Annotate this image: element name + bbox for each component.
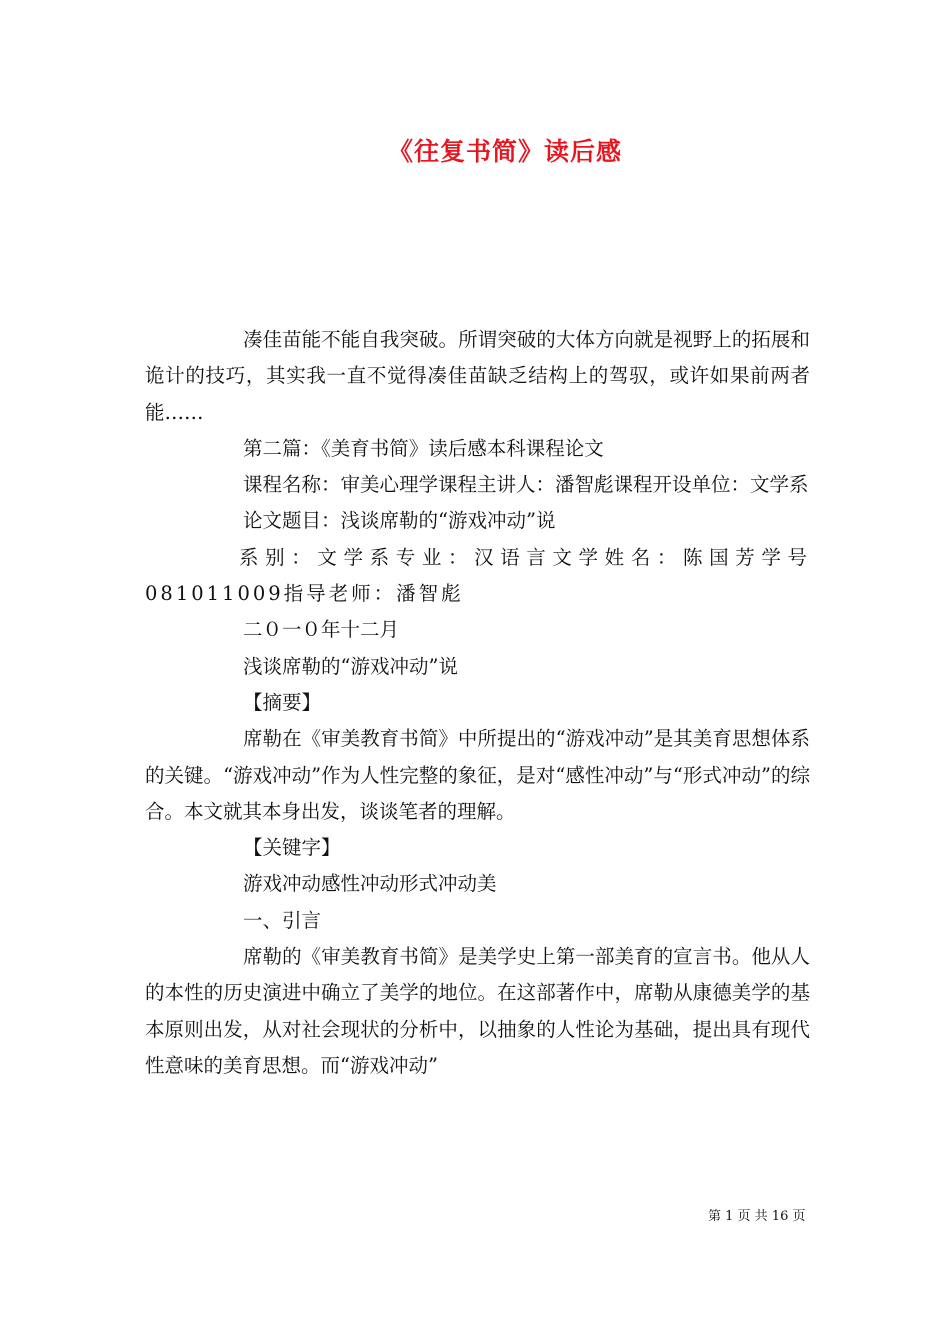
paragraph-section-heading: 一、引言 <box>243 908 322 932</box>
paragraph-keywords-label: 【关键字】 <box>243 836 341 860</box>
paragraph-abstract-label: 【摘要】 <box>243 690 322 714</box>
paragraph-thesis-title: 论文题目：浅谈席勒的“游戏冲动”说 <box>243 509 556 533</box>
paragraph-heading: 浅谈席勒的“游戏冲动”说 <box>243 654 458 678</box>
paragraph-course-info: 课程名称：审美心理学课程主讲人：潘智彪课程开设单位：文学系 <box>243 473 809 497</box>
paragraph-intro: 凑佳苗能不能自我突破。所谓突破的大体方向就是视野上的拓展和诡计的技巧，其实我一直不觉得凑佳苗缺乏结构上的驾驭，或许如果前两者能…… <box>145 328 810 424</box>
paragraph-department: 系别：文学系专业：汉语言文学姓名：陈国芳学号081011009指导老师：潘智彪 <box>145 545 810 606</box>
document-body <box>145 322 810 1084</box>
paragraph-introduction: 席勒的《审美教育书简》是美学史上第一部美育的宣言书。他从人的本性的历史演进中确立了美学的地位。在这部著作中，席勒从康德美学的基本原则出发，从对社会现状的分析中，以抽象的人性论为基础，提出具有现代性意味的美育思想。而“游戏冲动” <box>145 945 810 1077</box>
paragraph-second-article: 第二篇：《美育书简》读后感本科课程论文 <box>243 436 604 460</box>
paragraph-keywords: 游戏冲动感性冲动形式冲动美 <box>243 872 497 896</box>
document-title: 《往复书简》读后感 <box>387 137 622 166</box>
page-footer: 第 1 页 共 16 页 <box>708 1209 806 1224</box>
paragraph-date: 二０一０年十二月 <box>243 618 400 642</box>
paragraph-abstract: 席勒在《审美教育书简》中所提出的“游戏冲动”是其美育思想体系的关键。“游戏冲动”作为人性完整的象征，是对“感性冲动”与“形式冲动”的综合。本文就其本身出发，谈谈笔者的理解。 <box>145 727 810 823</box>
